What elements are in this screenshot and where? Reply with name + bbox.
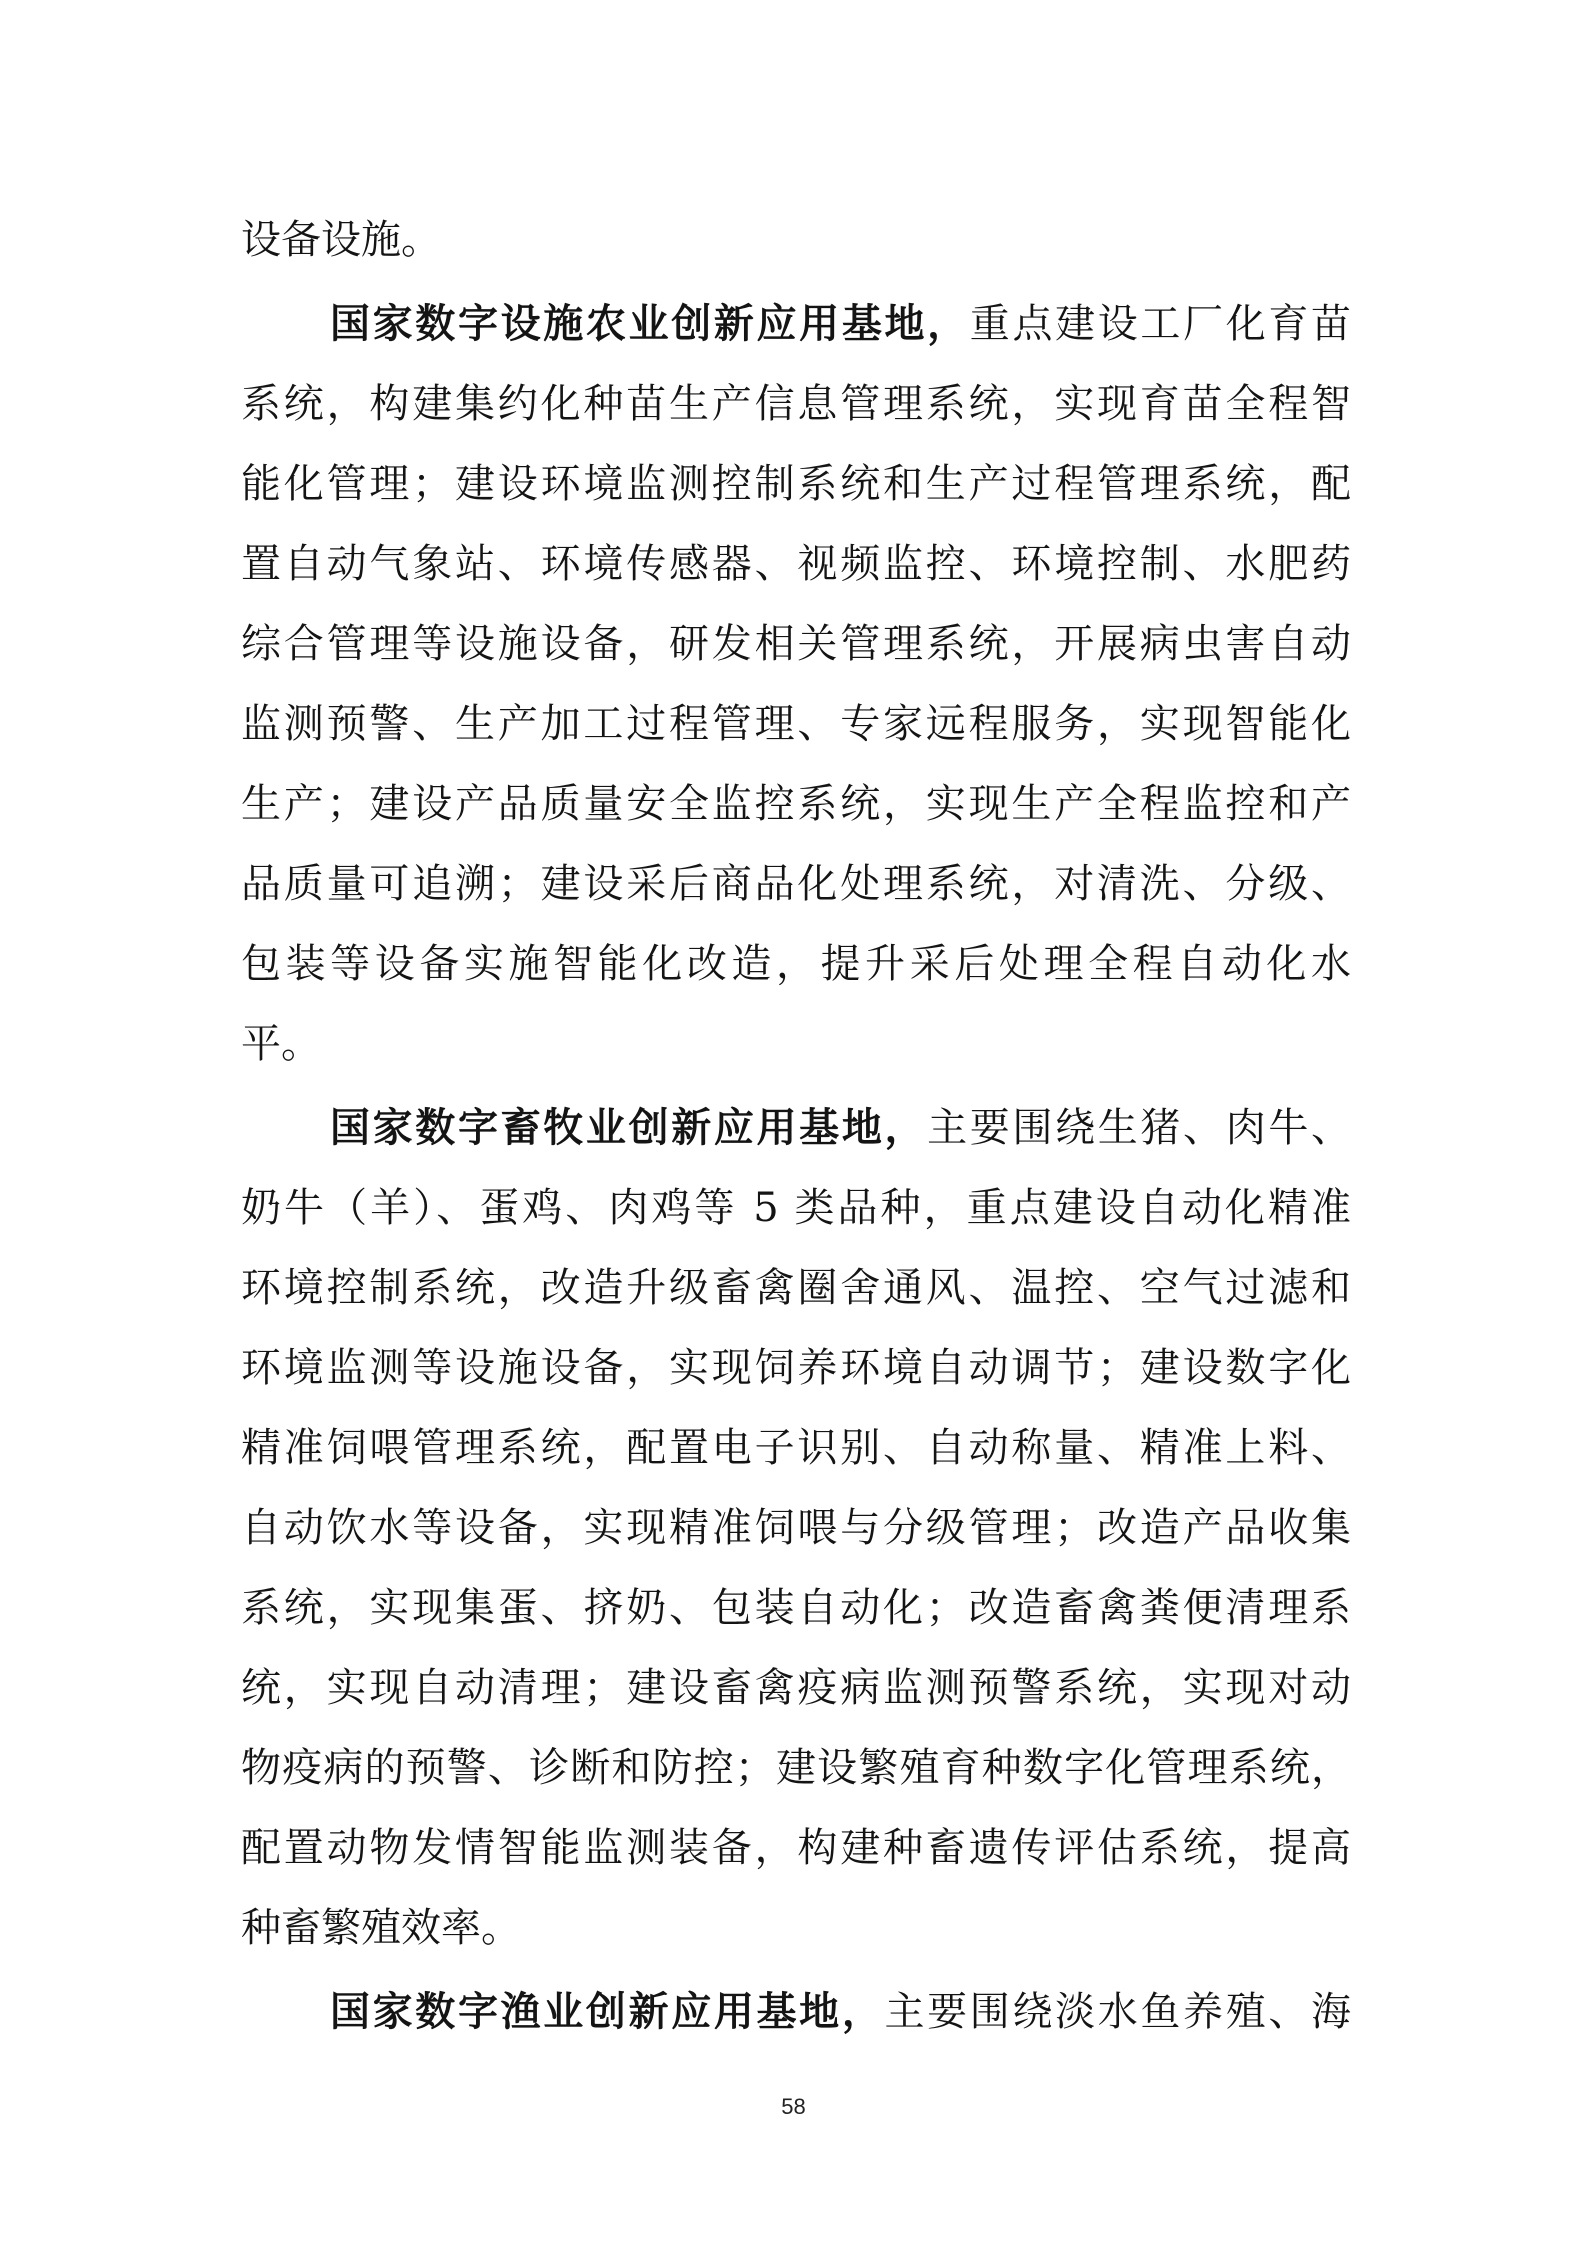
text-line: 物疫病的预警、诊断和防控；建设繁殖育种数字化管理系统， <box>241 1745 1351 1791</box>
text-line: 平。 <box>241 1021 321 1067</box>
text-line <box>330 1098 1351 1158</box>
text-line: 综合管理等设施设备，研发相关管理系统，开展病虫害自动 <box>241 621 1351 667</box>
text-line: 种畜繁殖效率。 <box>241 1905 521 1951</box>
section-heading: 国家数字畜牧业创新应用基地， <box>330 1105 928 1151</box>
text-line-body: 重点建设工厂化育苗 <box>969 301 1352 347</box>
text-line: 环境控制系统，改造升级畜禽圈舍通风、温控、空气过滤和 <box>241 1265 1351 1311</box>
text-line: 系统，实现集蛋、挤奶、包装自动化；改造畜禽粪便清理系 <box>241 1585 1351 1631</box>
text-line: 包装等设备实施智能化改造，提升采后处理全程自动化水 <box>241 941 1351 987</box>
text-line: 配置动物发情智能监测装备，构建种畜遗传评估系统，提高 <box>241 1825 1351 1871</box>
text-line-body: 主要围绕淡水鱼养殖、海 <box>884 1989 1352 2035</box>
section-heading: 国家数字渔业创新应用基地， <box>330 1989 885 2035</box>
page-number: 58 <box>781 2094 806 2119</box>
text-line: 生产；建设产品质量安全监控系统，实现生产全程监控和产 <box>241 781 1351 827</box>
text-line-body: 主要围绕生猪、肉牛、 <box>927 1105 1352 1151</box>
text-line: 品质量可追溯；建设采后商品化处理系统，对清洗、分级、 <box>241 861 1351 907</box>
text-line: 统，实现自动清理；建设畜禽疫病监测预警系统，实现对动 <box>241 1665 1351 1711</box>
text-line: 奶牛（羊）、蛋鸡、肉鸡等 5 类品种，重点建设自动化精准 <box>241 1185 1351 1231</box>
text-line: 精准饲喂管理系统，配置电子识别、自动称量、精准上料、 <box>241 1425 1351 1471</box>
text-line: 置自动气象站、环境传感器、视频监控、环境控制、水肥药 <box>241 541 1351 587</box>
text-line: 系统，构建集约化种苗生产信息管理系统，实现育苗全程智 <box>241 381 1351 427</box>
text-line: 自动饮水等设备，实现精准饲喂与分级管理；改造产品收集 <box>241 1505 1351 1551</box>
text-line: 监测预警、生产加工过程管理、专家远程服务，实现智能化 <box>241 701 1351 747</box>
text-line <box>330 294 1351 354</box>
text-line: 能化管理；建设环境监测控制系统和生产过程管理系统，配 <box>241 461 1351 507</box>
text-line: 环境监测等设施设备，实现饲养环境自动调节；建设数字化 <box>241 1345 1351 1391</box>
text-line: 设备设施。 <box>241 217 441 263</box>
section-heading: 国家数字设施农业创新应用基地， <box>330 301 970 347</box>
text-line <box>330 1982 1351 2042</box>
